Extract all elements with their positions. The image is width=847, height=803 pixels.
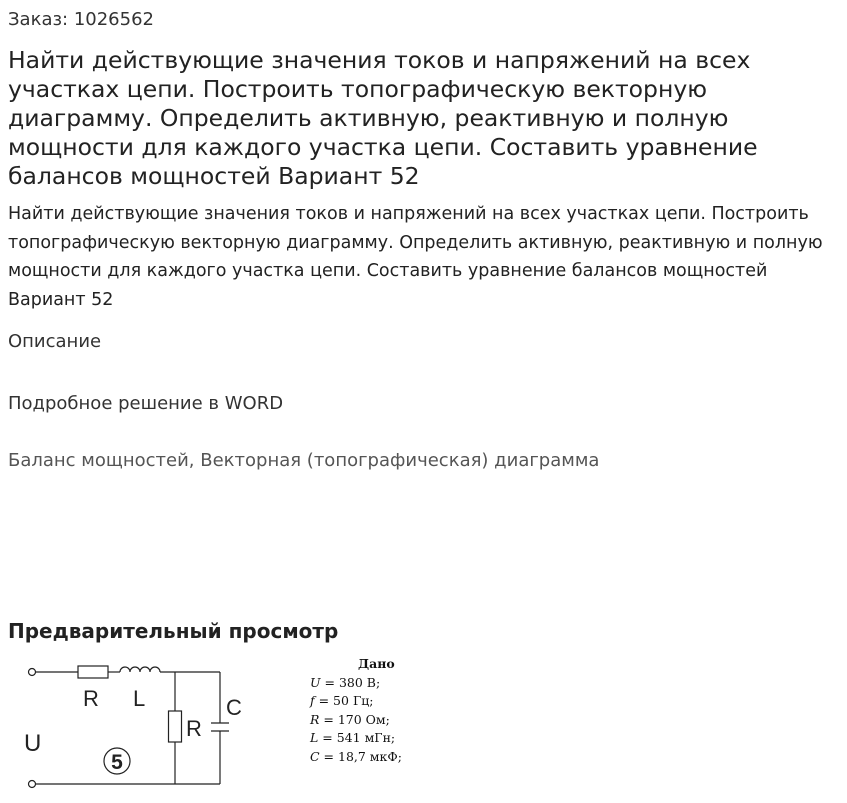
given-symbol: R [310, 711, 320, 727]
label-c: C [226, 695, 242, 720]
solution-format-note: Подробное решение в WORD [8, 393, 284, 414]
given-item [310, 748, 402, 767]
order-number: Заказ: 1026562 [8, 9, 154, 30]
given-item [310, 692, 402, 711]
terminal-bottom [29, 781, 36, 788]
given-value: = 50 Гц; [314, 693, 374, 708]
label-u: U [24, 730, 42, 757]
page-title: Найти действующие значения токов и напряжений на всех участках цепи. Построить топографическую векторную диаграмму. Определить активную, реактивную и полную мощности для каждого участка цепи. Составить уравнение балансов мощностей Вариант 52 [8, 46, 758, 190]
given-symbol: L [310, 730, 319, 745]
given-values [310, 655, 402, 766]
label-r2: R [186, 716, 202, 741]
given-symbol: f [310, 693, 315, 708]
preview-heading: Предварительный просмотр [8, 619, 339, 643]
inductor-l [120, 667, 160, 672]
description-section-label: Описание [8, 331, 102, 352]
variant-number: 5 [111, 751, 123, 774]
given-value: = 541 мГн; [318, 730, 396, 745]
circuit-diagram [20, 655, 250, 803]
label-r1: R [83, 686, 99, 711]
given-symbol: U [310, 674, 321, 690]
given-value: = 380 В; [320, 674, 381, 690]
label-l: L [133, 686, 146, 711]
given-item [310, 729, 402, 748]
terminal-top [29, 669, 36, 676]
given-heading: Дано [358, 656, 395, 671]
given-value: = 18,7 мкФ; [319, 748, 402, 764]
given-value: = 170 Ом; [319, 711, 390, 727]
resistor-r1 [78, 666, 108, 678]
resistor-r2 [169, 711, 182, 742]
description-text: Найти действующие значения токов и напряжений на всех участках цепи. Построить топографическую векторную диаграмму. Определить активную, реактивную и полную мощности для каждого участка цепи. Составить уравнение балансов мощностей Вариант 52 [8, 204, 823, 310]
given-item [310, 674, 402, 693]
topic-tags: Баланс мощностей, Векторная (топографическая) диаграмма [8, 450, 600, 471]
given-item [310, 711, 402, 730]
given-symbol: C [310, 748, 320, 764]
